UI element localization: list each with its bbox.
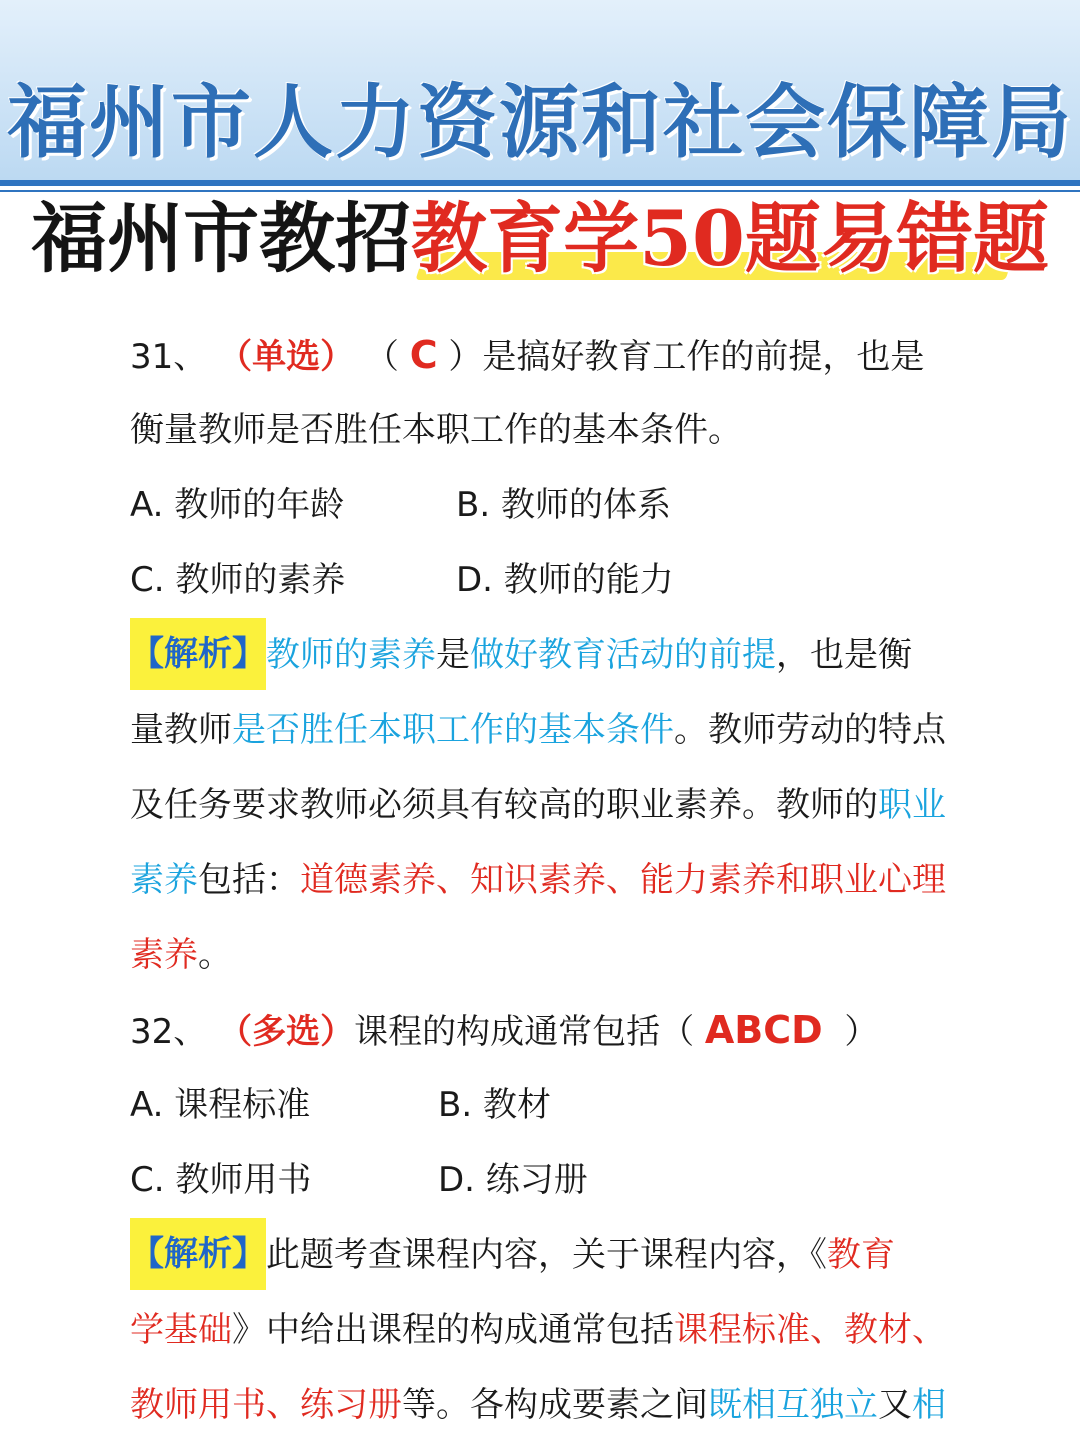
- analysis-emphasis: 道德素养、知识素养、能力素养和职业心理: [300, 860, 946, 900]
- q31-open-paren: （: [364, 337, 399, 377]
- analysis-text: 又: [878, 1385, 912, 1425]
- title-part-red: 教育学50题易错题: [411, 194, 1049, 283]
- analysis-text: 量教师: [130, 710, 232, 750]
- q31-option-c: C. 教师的素养: [130, 560, 346, 600]
- q31-stem-line1: [130, 318, 990, 393]
- title-part-black: 福州市教招: [31, 194, 412, 283]
- analysis-text: 。教师劳动的特点: [674, 710, 946, 750]
- q31-stem-line2: 衡量教师是否胜任本职工作的基本条件。: [130, 410, 742, 450]
- q32-analysis-line2: [130, 1293, 990, 1368]
- analysis-highlight: 教师的素养: [266, 635, 436, 675]
- analysis-emphasis: 学基础: [130, 1310, 232, 1350]
- analysis-text: 包括：: [198, 860, 300, 900]
- q32-option-b: B. 教材: [438, 1085, 551, 1125]
- analysis-emphasis: 课程标准、教材、: [674, 1310, 946, 1350]
- q32-analysis-label: 【解析】: [130, 1218, 266, 1290]
- analysis-text: 此题考查课程内容，关于课程内容，《: [266, 1235, 827, 1275]
- q31-analysis-line5: [130, 918, 990, 993]
- q32-option-d: D. 练习册: [438, 1160, 588, 1200]
- q32-options-row1: [130, 1068, 990, 1143]
- page-title: [0, 196, 1080, 282]
- analysis-highlight: 是否胜任本职工作的基本条件: [232, 710, 674, 750]
- q31-analysis-line2: [130, 693, 990, 768]
- analysis-text: 等。各构成要素之间: [402, 1385, 708, 1425]
- analysis-emphasis: 教师用书、练习册: [130, 1385, 402, 1425]
- q32-close-paren: ）: [844, 1012, 879, 1052]
- q32-analysis-line1: [130, 1218, 990, 1293]
- banner-divider: [0, 180, 1080, 186]
- q31-answer: C: [409, 333, 438, 377]
- q31-option-a: A. 教师的年龄: [130, 485, 345, 525]
- analysis-highlight: 职业: [878, 785, 946, 825]
- analysis-text: 》中给出课程的构成通常包括: [232, 1310, 674, 1350]
- q32-number: 32、: [130, 1012, 208, 1052]
- analysis-highlight: 素养: [130, 860, 198, 900]
- q31-number: 31、: [130, 337, 208, 377]
- q31-option-d: D. 教师的能力: [456, 560, 674, 600]
- analysis-emphasis: 素养: [130, 935, 198, 975]
- q31-analysis-line4: [130, 843, 990, 918]
- question-content: [130, 318, 990, 1443]
- q32-type: （多选）: [218, 1012, 355, 1052]
- q32-option-c: C. 教师用书: [130, 1160, 312, 1200]
- analysis-highlight: 相: [912, 1385, 946, 1425]
- analysis-text: 及任务要求教师必须具有较高的职业素养。教师的: [130, 785, 878, 825]
- q32-analysis-line3: [130, 1368, 990, 1443]
- q31-close-paren: ）: [448, 337, 483, 377]
- analysis-text: 是: [436, 635, 470, 675]
- analysis-text: ，也是衡: [776, 635, 912, 675]
- q32-option-a: A. 课程标准: [130, 1085, 311, 1125]
- q31-options-row1: [130, 468, 990, 543]
- banner-divider-thin: [0, 190, 1080, 192]
- analysis-highlight: 做好教育活动的前提: [470, 635, 776, 675]
- q31-option-b: B. 教师的体系: [456, 485, 671, 525]
- q31-analysis-label: 【解析】: [130, 618, 266, 690]
- q31-analysis-line1: [130, 618, 990, 693]
- analysis-highlight: 既相互独立: [708, 1385, 878, 1425]
- q31-stem-text1: 是搞好教育工作的前提，也是: [482, 337, 925, 377]
- q32-options-row2: [130, 1143, 990, 1218]
- banner-title: 福州市人力资源和社会保障局: [7, 76, 1073, 169]
- q32-answer: ABCD: [704, 1008, 823, 1052]
- analysis-emphasis: 教育: [827, 1235, 895, 1275]
- q32-stem-line: [130, 993, 990, 1068]
- q32-stem-text: 课程的构成通常包括（: [354, 1012, 695, 1052]
- analysis-text: 。: [198, 935, 232, 975]
- q31-analysis-line3: [130, 768, 990, 843]
- q31-type: （单选）: [218, 337, 355, 377]
- q31-options-row2: [130, 543, 990, 618]
